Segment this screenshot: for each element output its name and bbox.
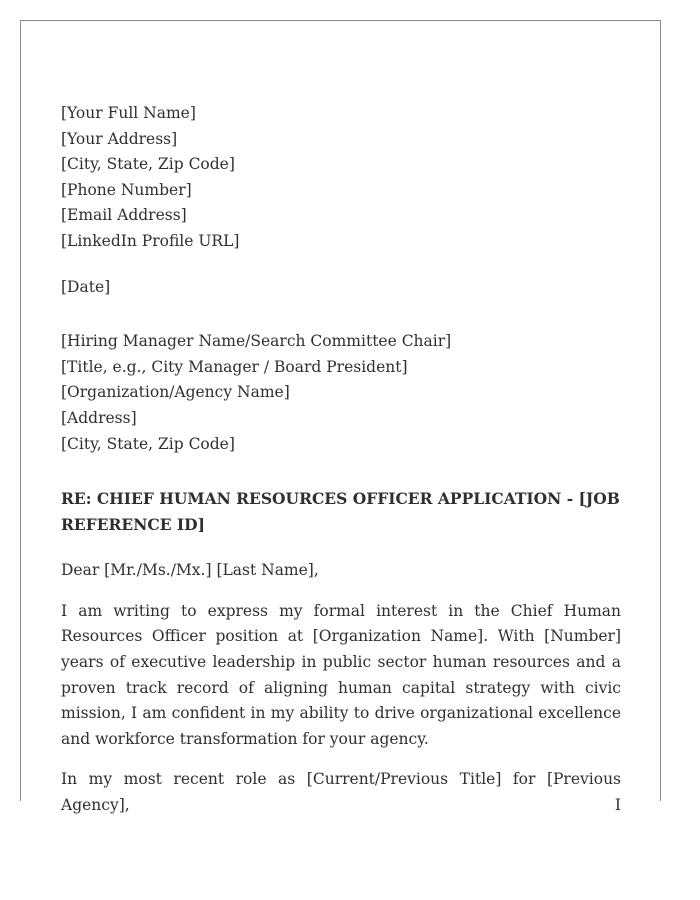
recipient-city-state-zip: [City, State, Zip Code] xyxy=(61,434,235,453)
sender-linkedin: [LinkedIn Profile URL] xyxy=(61,231,240,250)
body-paragraph-2: In my most recent role as [Current/Previous Title] for [Previous Agency], I xyxy=(61,770,621,814)
salutation: Dear [Mr./Ms./Mx.] [Last Name], xyxy=(61,561,319,580)
sender-phone: [Phone Number] xyxy=(61,180,192,199)
recipient-title: [Title, e.g., City Manager / Board President] xyxy=(61,357,408,376)
body-paragraph-1: I am writing to express my formal interest in the Chief Human Resources Officer position at [Organization Name]. With [Number] years of executive leadership in public sector human resources and a proven track record of aligning human capital strategy with civic mission, I am confident in my ability to drive organizational excellence and workforce transformation for your agency. xyxy=(61,601,621,748)
sender-city-state-zip: [City, State, Zip Code] xyxy=(61,155,235,174)
letter-date: [Date] xyxy=(61,277,111,296)
recipient-name: [Hiring Manager Name/Search Committee Chair] xyxy=(61,332,452,351)
subject-line: RE: CHIEF HUMAN RESOURCES OFFICER APPLICATION - [JOB REFERENCE ID] xyxy=(61,489,620,535)
sender-email: [Email Address] xyxy=(61,206,187,225)
letter-page xyxy=(20,20,661,814)
sender-address: [Your Address] xyxy=(61,129,178,148)
sender-name: [Your Full Name] xyxy=(61,104,196,122)
recipient-block xyxy=(61,329,621,457)
sender-block xyxy=(61,101,621,255)
letter-content xyxy=(61,101,621,818)
recipient-address: [Address] xyxy=(61,408,137,427)
recipient-organization: [Organization/Agency Name] xyxy=(61,383,290,402)
